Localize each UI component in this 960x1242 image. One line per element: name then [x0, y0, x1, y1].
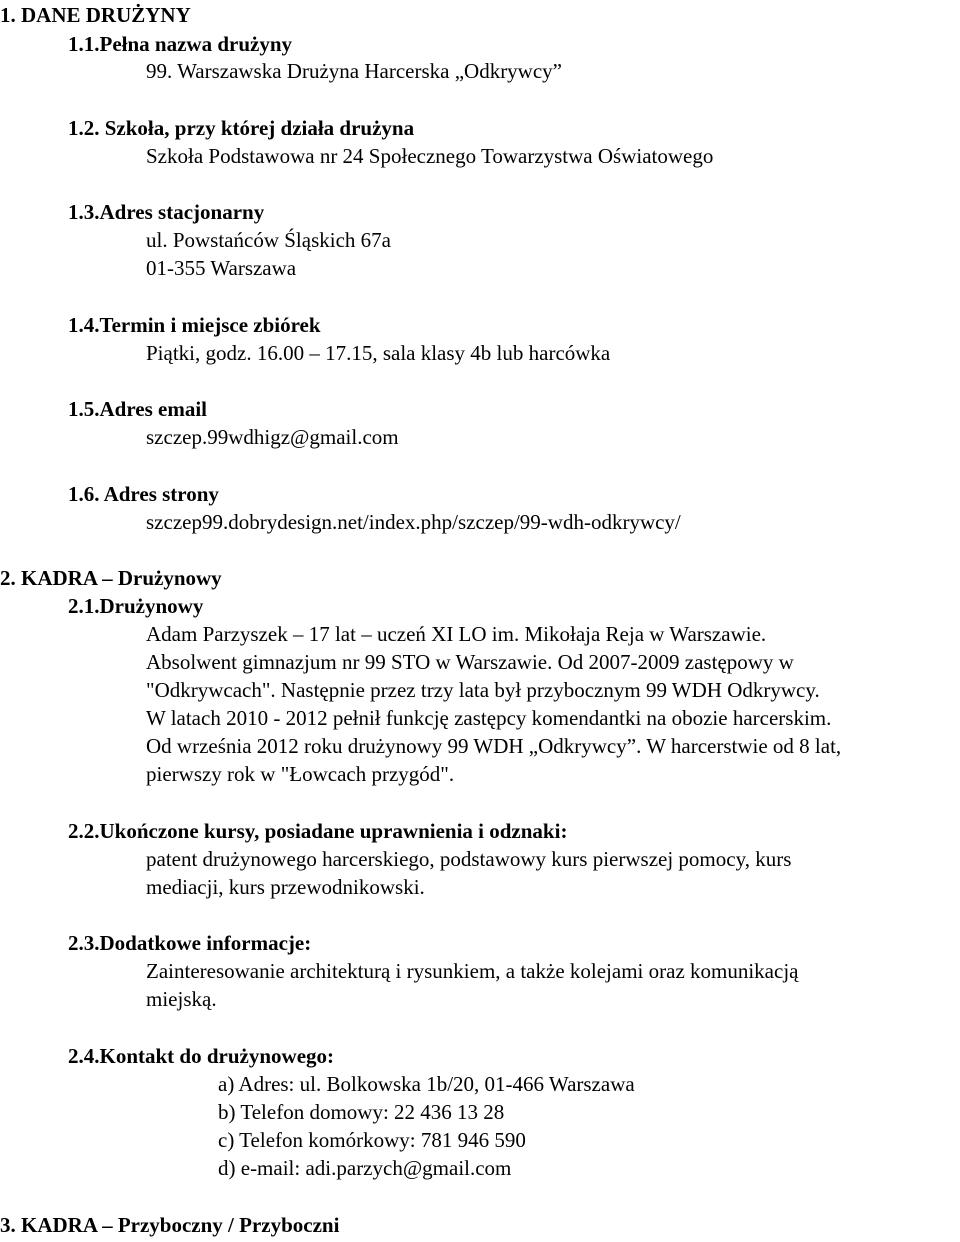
item-1-4-value: Piątki, godz. 16.00 – 17.15, sala klasy 4b lub harcówka [146, 341, 611, 365]
item-1-3-label: 1.3.Adres stacjonarny [68, 200, 265, 224]
item-1-4-label: 1.4.Termin i miejsce zbiórek [68, 313, 321, 337]
item-2-3-label: 2.3.Dodatkowe informacje: [68, 931, 312, 955]
item-2-1-line6: pierwszy rok w "Łowcach przygód". [146, 762, 455, 786]
item-2-3-line1: Zainteresowanie architekturą i rysunkiem, a także kolejami oraz komunikacją [146, 959, 799, 983]
contact-address: a) Adres: ul. Bolkowska 1b/20, 01-466 Warszawa [218, 1072, 635, 1096]
item-2-1-line4: W latach 2010 - 2012 pełnił funkcję zastępcy komendantki na obozie harcerskim. [146, 706, 832, 730]
item-1-5-value: szczep.99wdhigz@gmail.com [146, 425, 399, 449]
item-2-1-line1: Adam Parzyszek – 17 lat – uczeń XI LO im. Mikołaja Reja w Warszawie. [146, 622, 767, 646]
contact-mobile-phone: c) Telefon komórkowy: 781 946 590 [218, 1128, 526, 1152]
contact-email: d) e-mail: adi.parzych@gmail.com [218, 1156, 512, 1180]
item-2-1-label: 2.1.Drużynowy [68, 594, 204, 618]
item-1-5-label: 1.5.Adres email [68, 397, 208, 421]
item-1-2-label: 1.2. Szkoła, przy której działa drużyna [68, 116, 415, 140]
contact-home-phone: b) Telefon domowy: 22 436 13 28 [218, 1100, 505, 1124]
item-2-2-line2: mediacji, kurs przewodnikowski. [146, 875, 425, 899]
item-1-3-value-line2: 01-355 Warszawa [146, 256, 297, 280]
item-2-3-line2: miejską. [146, 987, 217, 1011]
item-2-1-line2: Absolwent gimnazjum nr 99 STO w Warszawie. Od 2007-2009 zastępowy w [146, 650, 794, 674]
item-1-3-value-line1: ul. Powstańców Śląskich 67a [146, 228, 391, 252]
item-1-1-value: 99. Warszawska Drużyna Harcerska „Odkrywcy” [146, 59, 562, 83]
item-1-6-label: 1.6. Adres strony [68, 482, 219, 506]
item-1-2-value: Szkoła Podstawowa nr 24 Społecznego Towarzystwa Oświatowego [146, 144, 714, 168]
item-2-2-label: 2.2.Ukończone kursy, posiadane uprawnienia i odznaki: [68, 819, 568, 843]
item-2-2-line1: patent drużynowego harcerskiego, podstawowy kurs pierwszej pomocy, kurs [146, 847, 792, 871]
item-2-1-line5: Od września 2012 roku drużynowy 99 WDH „Odkrywcy”. W harcerstwie od 8 lat, [146, 734, 842, 758]
section-3-heading: 3. KADRA – Przyboczny / Przyboczni [0, 1213, 340, 1237]
item-1-6-value: szczep99.dobrydesign.net/index.php/szczep/99-wdh-odkrywcy/ [146, 510, 681, 534]
item-1-1-label: 1.1.Pełna nazwa drużyny [68, 32, 293, 56]
item-2-4-label: 2.4.Kontakt do drużynowego: [68, 1044, 335, 1068]
section-1-heading: 1. DANE DRUŻYNY [0, 3, 191, 27]
item-2-1-line3: "Odkrywcach". Następnie przez trzy lata był przybocznym 99 WDH Odkrywcy. [146, 678, 820, 702]
section-2-heading: 2. KADRA – Drużynowy [0, 566, 222, 590]
